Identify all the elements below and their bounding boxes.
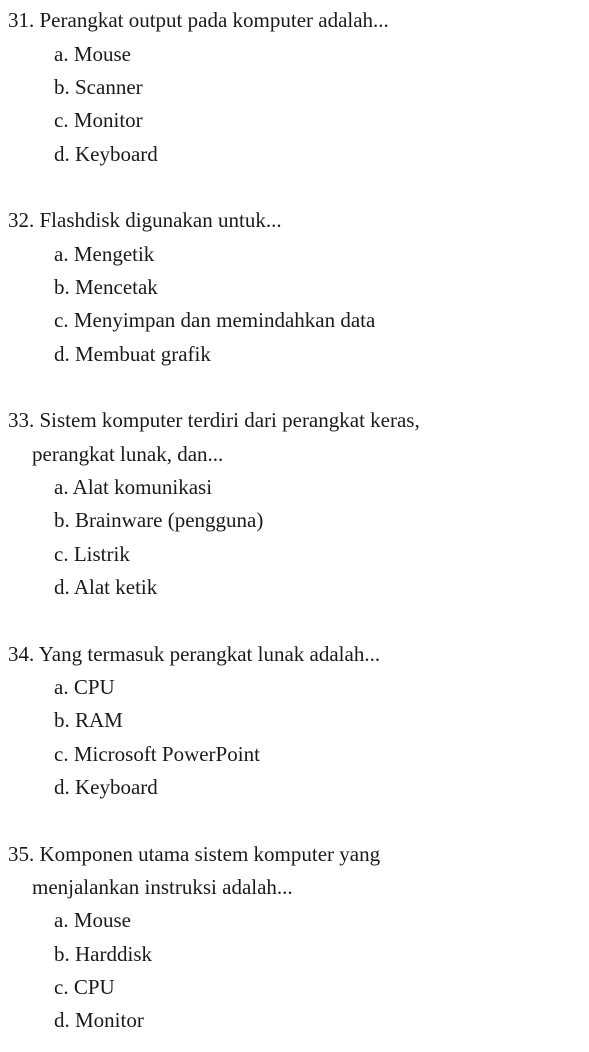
option-a: a. CPU [54, 675, 115, 699]
option-b: b. Mencetak [54, 275, 158, 299]
option-b: b. Harddisk [54, 942, 152, 966]
option-a: a. Mengetik [54, 242, 155, 266]
option-b: b. Scanner [54, 75, 143, 99]
question-text [8, 644, 380, 665]
option-a: a. Mouse [54, 42, 131, 66]
option-b: b. RAM [54, 708, 123, 732]
question-number: 31. [8, 8, 35, 32]
question-number: 34. [8, 642, 35, 666]
question-line: Perangkat output pada komputer adalah... [39, 8, 389, 32]
question-text [8, 844, 380, 865]
option-d: d. Keyboard [54, 142, 158, 166]
question-line: Flashdisk digunakan untuk... [39, 208, 282, 232]
option-d: d. Membuat grafik [54, 342, 211, 366]
question-line: Komponen utama sistem komputer yang [39, 842, 381, 866]
option-c: c. Listrik [54, 542, 130, 566]
option-a: a. Alat komunikasi [54, 475, 213, 499]
option-d: d. Monitor [54, 1008, 144, 1032]
question-text [8, 410, 420, 431]
option-a: a. Mouse [54, 908, 131, 932]
question-number: 33. [8, 408, 35, 432]
question-number: 32. [8, 208, 35, 232]
option-b: b. Brainware (pengguna) [54, 508, 264, 532]
question-number: 35. [8, 842, 35, 866]
question-line: Sistem komputer terdiri dari perangkat keras, [39, 408, 420, 432]
option-c: c. CPU [54, 975, 115, 999]
question-line-continued: perangkat lunak, dan... [32, 442, 224, 466]
option-c: c. Monitor [54, 108, 143, 132]
option-c: c. Microsoft PowerPoint [54, 742, 260, 766]
option-d: d. Alat ketik [54, 575, 158, 599]
option-c: c. Menyimpan dan memindahkan data [54, 308, 376, 332]
option-d: d. Keyboard [54, 775, 158, 799]
question-line-continued: menjalankan instruksi adalah... [32, 875, 293, 899]
question-line: Yang termasuk perangkat lunak adalah... [38, 642, 381, 666]
question-text [8, 210, 282, 231]
question-text [8, 10, 389, 31]
